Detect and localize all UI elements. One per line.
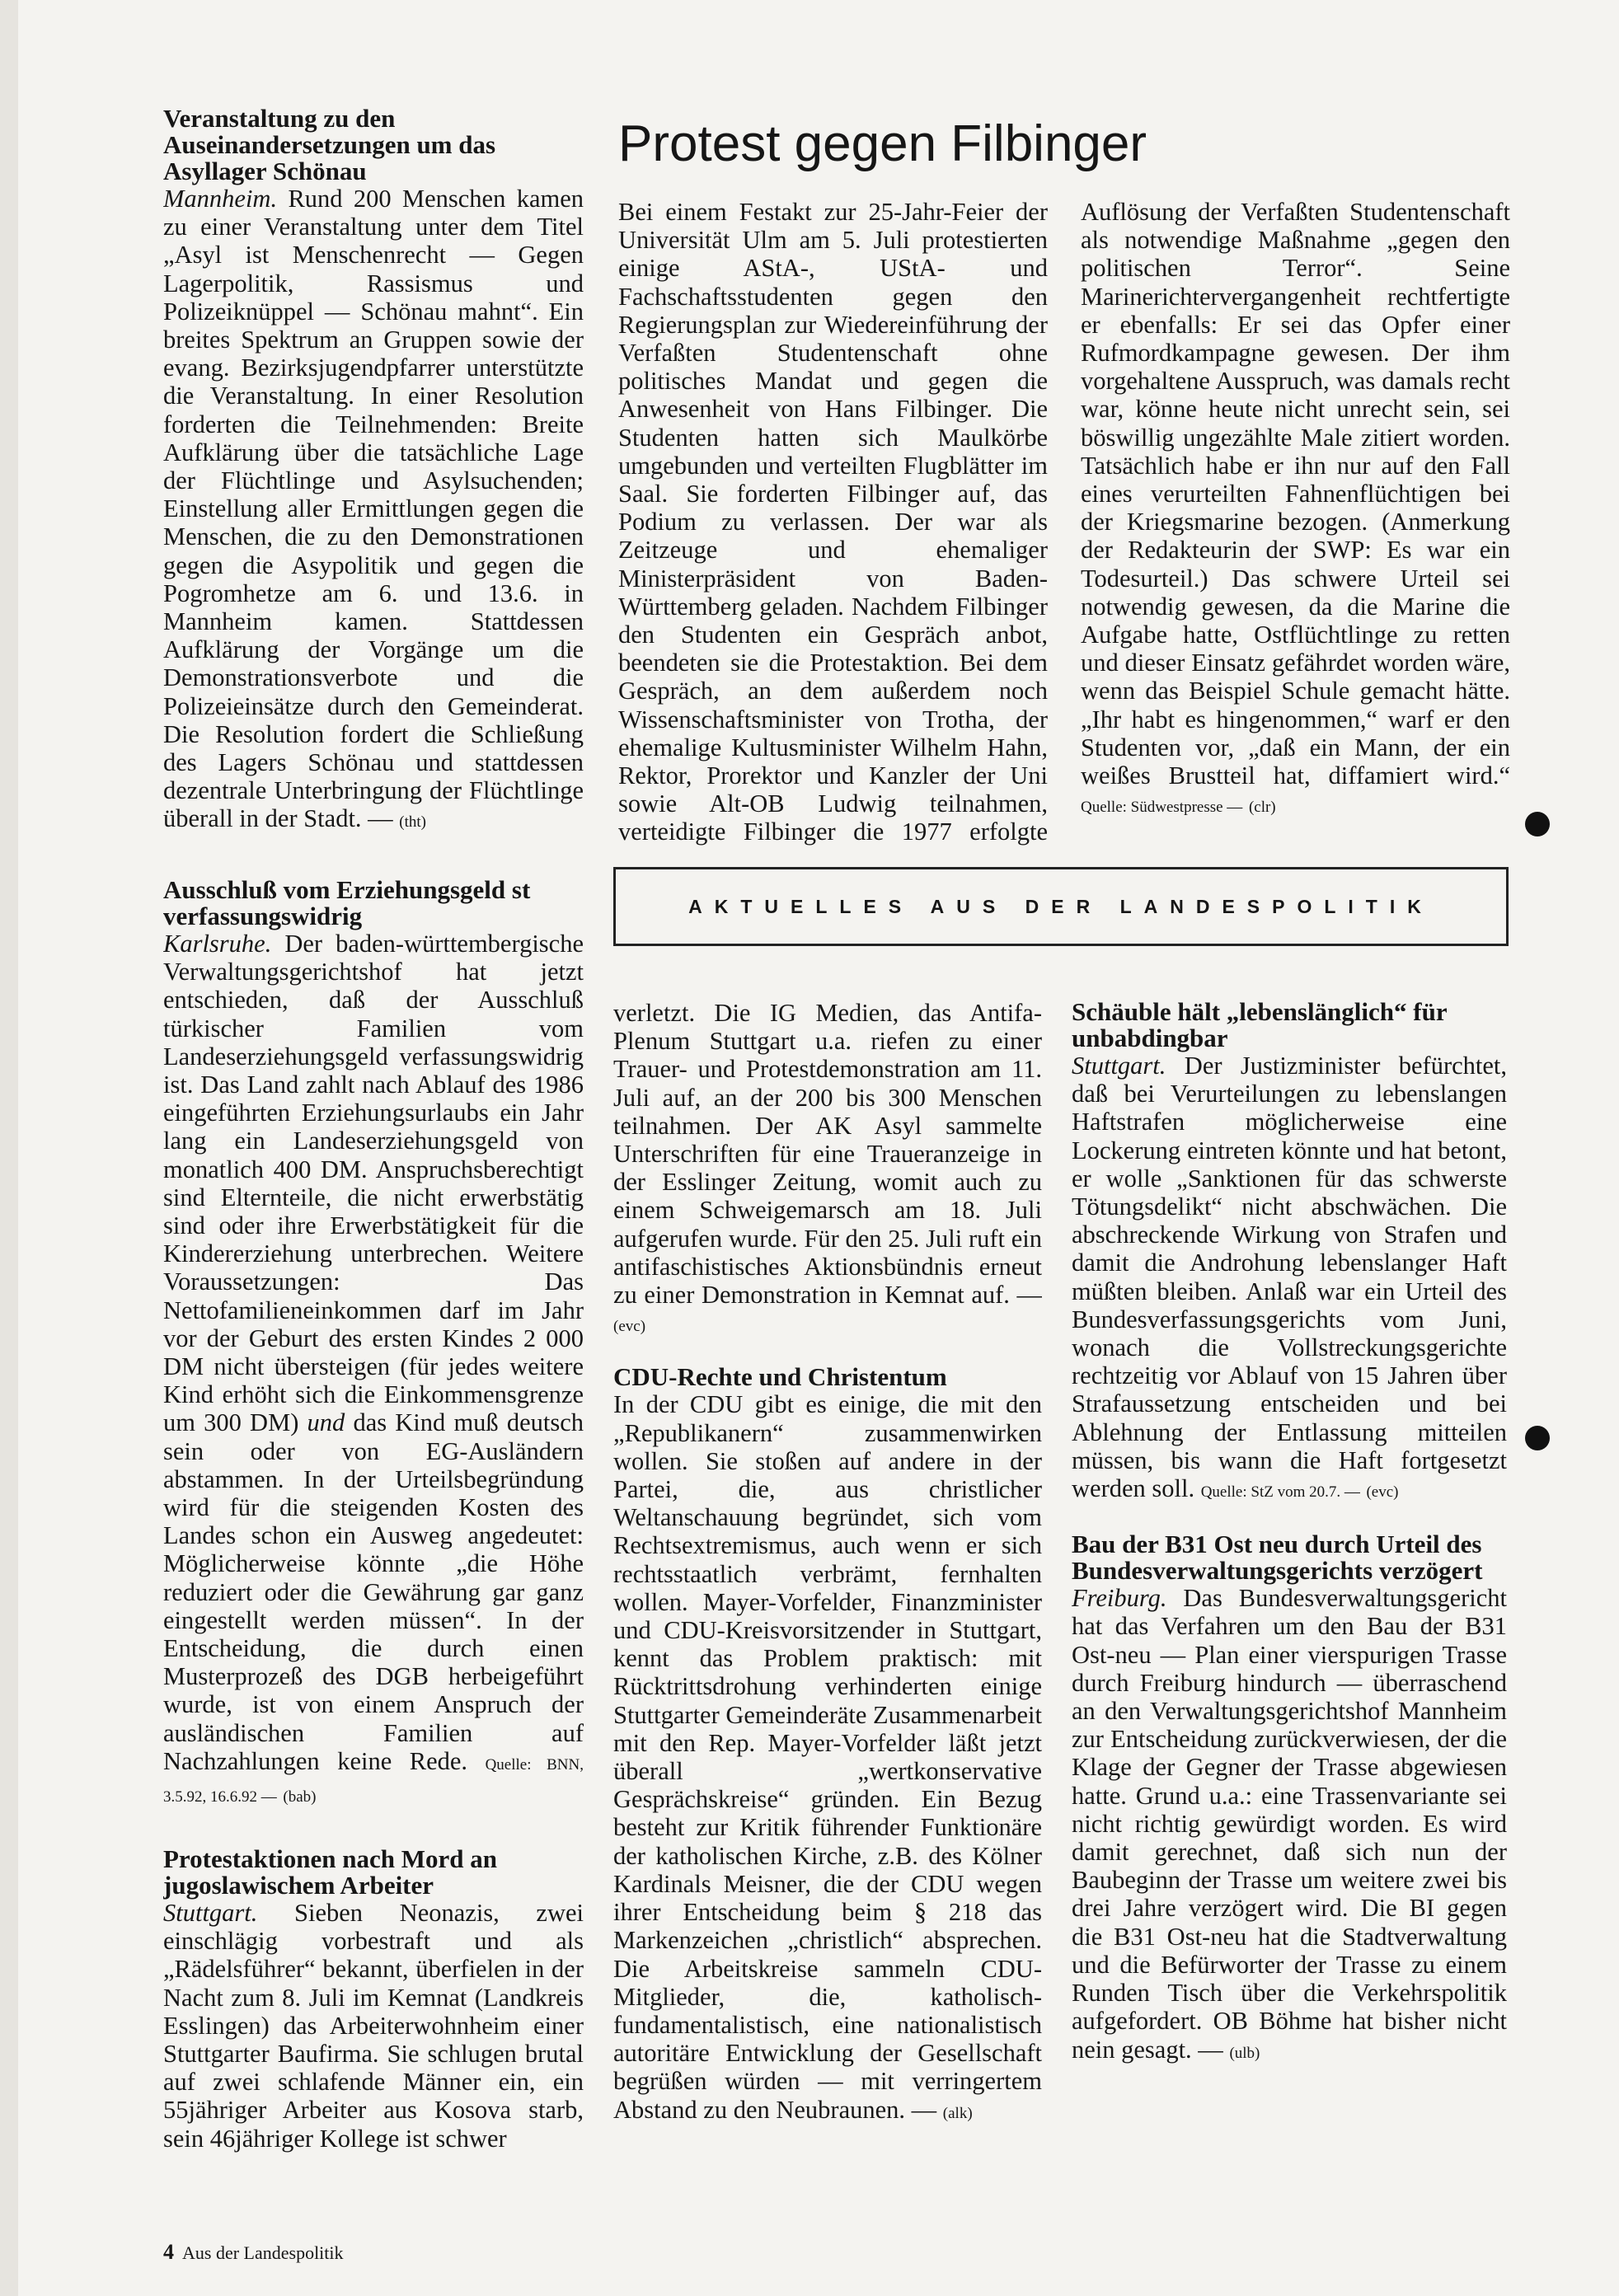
article-source: Quelle: Südwestpresse — xyxy=(1081,799,1243,817)
article-text: Rund 200 Menschen kamen zu einer Veranstaltung unter dem Titel „Asyl ist Menschenrecht — Gegen Lagerpolitik, Rassismus und Polizeiknüppel — Schönau mahnt“. Ein breites Spektrum an Gruppen sowie der evang. Bezirksjugendpfarrer unterstützte die Veranstaltung. In einer Resolution forderten die Teilnehmenden: Breite Aufklärung über die tatsächliche Lage der Flüchtlinge und Asylsuchenden; Einstellung aller Ermittlungen gegen die Menschen, die zu den Demonstrationen gegen die Asypolitik und gegen die Pogromhetze am 6. und 13.6. in Mannheim kamen. Stattdessen Aufklärung der Vorgänge um die Demonstrationsverbote und die Polizeieinsätze durch den Gemeinderat. Die Resolution fordert die Schließung des Lagers Schönau und stattdessen dezentrale Unterbringung der Flüchtlinge überall in der Stadt. — xyxy=(163,185,584,833)
article-mord-continuation xyxy=(613,999,1042,1341)
article-signature: (clr) xyxy=(1248,799,1276,817)
article-asyllager xyxy=(163,105,584,847)
article-location: Freiburg. xyxy=(1072,1584,1167,1613)
article-b31-title: Bau der B31 Ost neu durch Urteil des Bundesverwaltungsgerichts verzögert xyxy=(1072,1530,1483,1586)
article-text: Das Bundesverwaltungsgericht hat das Verfahren um den Bau der B31 Ost-neu — Plan einer vierspurigen Trasse durch Freiburg hindurch — überraschend an den Verwaltungsgerichtshof Mannheim zur Entscheidung zurückverwiesen, der die Klage der Gegner der Trasse abgewiesen hatte. Grund u.a.: eine Trassenvariante sei nicht richtig gewürdigt worden. Es wird damit gerechnet, daß sich nun der Baubeginn der Trasse um weitere zwei bis drei Jahre verzögert wird. Die BI gegen die B31 Ost-neu hat die Stadtverwaltung und die Befürworter der Trasse zu einem Runden Tisch über die Verkehrspolitik aufgefordert. OB Böhme hat bisher nicht nein gesagt. — xyxy=(1072,1584,1507,2064)
article-title: Veranstaltung zu den Auseinandersetzungen um das Asyllager Schönau xyxy=(163,105,496,185)
article-title: Protestaktionen nach Mord an jugoslawischem Arbeiter xyxy=(163,1846,498,1900)
article-body xyxy=(163,1899,584,2153)
article-location: Stuttgart. xyxy=(163,1899,258,1927)
article-schaeuble-title: Schäuble hält „lebenslänglich“ für unbabdingbar xyxy=(1072,999,1448,1052)
article-signature: (tht) xyxy=(399,813,427,832)
article-source: Quelle: StZ vom 20.7. — xyxy=(1200,1483,1360,1502)
article-filbinger xyxy=(618,198,1510,857)
headline-filbinger: Protest gegen Filbinger xyxy=(618,115,1147,172)
article-signature: (bab) xyxy=(283,1788,317,1806)
article-text: Sieben Neonazis, zwei einschlägig vorbestraft und als „Rädelsführer“ bekannt, überfielen in der Nacht zum 8. Juli im Kemnat (Landkreis Esslingen) das Arbeiterwohnheim einer Stuttgarter Baufirma. Sie schlugen brutal auf zwei schlafende Männer ein, ein 55jähriger Arbeiter aus Kosova starb, sein 46jähriger Kollege ist schwer xyxy=(163,1899,584,2153)
punch-hole-icon xyxy=(1525,812,1550,836)
article-text: Der baden-württembergische Verwaltungsgerichtshof hat jetzt entschieden, daß der Ausschluß türkischer Familien vom Landeserziehungsgeld verfassungswidrig ist. Das Land zahlt nach Ablauf des 1986 eingeführten Erziehungsurlaubs ein Jahr lang ein Landeserziehungsgeld von monatlich 400 DM. Anspruchsberechtigt sind Elternteile, die nicht erwerbstätig sind oder ihre Erwerbstätigkeit für die Kindererziehung unterbrechen. Weitere Voraussetzungen: Das Nettofamilieneinkommen darf im Jahr vor der Geburt des ersten Kindes 2 000 DM nicht übersteigen (für jedes weitere Kind erhöht sich die Einkommensgrenze um 300 DM) xyxy=(163,930,584,1437)
article-text: In der CDU gibt es einige, die mit den „Republikanern“ zusammenwirken wollen. Sie stoßen auf andere in der Partei, die, aus christlicher Weltanschauung begründet, sich vom Rechtsextremismus, auch wenn er sich rechtsstaatlich verbrämt, fernhalten wollen. Mayer-Vorfelder, Finanzminister und CDU-Kreisvorsitzender in Stuttgart, kennt das Problem praktisch: mit Rücktrittsdrohung verhinderten einige Stuttgarter Gemeinderäte Zusammenarbeit mit den Rep. Mayer-Vorfelder läßt jetzt überall „wertkonservative Gesprächskreise“ gründen. Ein Bezug besteht zur Kritik führender Funktionäre der katholischen Kirche, z.B. des Kölner Kardinals Meisner, die der CDU wegen ihrer Entscheidung beim § 218 das Markenzeichen „christlich“ absprechen. Die Arbeitskreise sammeln CDU-Mitglieder, die, katholisch-fundamentalistisch, eine nationalistisch autoritäre Entwicklung der Gesellschaft begrüßen würden — mit verringertem Abstand zu den Neubraunen. — xyxy=(613,1390,1042,2124)
article-location: Stuttgart. xyxy=(1072,1052,1166,1080)
article-body xyxy=(618,198,1510,857)
page-edge-shadow xyxy=(0,0,18,2296)
article-b31-body xyxy=(1072,1584,1507,2067)
article-schaeuble-body xyxy=(1072,1052,1507,1506)
article-text: das Kind muß deutsch sein oder von EG-Ausländern abstammen. In der Urteilsbegründung wird für die steigenden Kosten des Landes schon ein Ausweg angedeutet: Möglicherweise könnte „die Höhe reduziert oder die Gewährung gar ganz eingestellt werden müssen“. In der Entscheidung, die durch einen Musterprozeß des DGB herbeigeführt wurde, ist von einem Anspruch der ausländischen Familien auf Nachzahlungen keine Rede. xyxy=(163,1408,584,1775)
article-signature: (ulb) xyxy=(1229,2044,1260,2062)
article-title: Ausschluß vom Erziehungsgeld st verfassungswidrig xyxy=(163,877,531,930)
article-mord xyxy=(163,1846,584,2192)
page-footer xyxy=(163,2240,344,2265)
punch-hole-icon xyxy=(1525,1426,1550,1450)
article-cdu-title: CDU-Rechte und Christentum xyxy=(613,1362,947,1392)
article-source: Quelle: BNN, 3.5.92, 16.6.92 — xyxy=(163,1755,584,1806)
column-right xyxy=(1072,999,1507,2186)
page-number: 4 xyxy=(163,2240,174,2264)
article-signature: (alk) xyxy=(942,2104,973,2122)
column-middle xyxy=(613,999,1042,2186)
footer-section: Aus der Landespolitik xyxy=(182,2242,344,2263)
article-text: verletzt. Die IG Medien, das Antifa-Plenum Stuttgart u.a. riefen zu einer Trauer- und Protestdemonstration am 11. Juli auf, an der 200 bis 300 Menschen teilnahmen. Der AK Asyl sammelte Unterschriften für eine Traueranzeige in der Esslinger Zeitung, womit auch zu einem Schweigemarsch am 18. Juli aufgerufen wurde. Für den 25. Juli ruft ein antifaschistisches Aktionsbündnis erneut zu einer Demonstration in Kemnat auf. — xyxy=(613,999,1042,1310)
article-signature: (evc) xyxy=(613,1318,646,1336)
article-emphasis: und xyxy=(307,1408,345,1437)
article-cdu-body xyxy=(613,1390,1042,2127)
article-location: Mannheim. xyxy=(163,185,278,213)
section-banner xyxy=(613,867,1509,946)
article-body xyxy=(163,930,584,1811)
article-erziehungsgeld xyxy=(163,877,584,1833)
article-text: Der Justizminister befürchtet, daß bei Verurteilungen zu lebenslangen Haftstrafen möglicherweise eine Lockerung eintreten könnte und hat betont, er wolle „Sanktionen für das schwerste Tötungsdelikt“ nicht abschwächen. Die abschreckende Wirkung von Strafen und damit die Androhung lebenslanger Haft müßten bleiben. Anlaß war ein Urteil des Bundesverfassungsgerichts vom Juni, wonach die Vollstreckungsgerichte rechtzeitig vor Ablauf von 15 Jahren über Strafaussetzung entscheiden und bei Ablehnung der Entlassung mitteilen müssen, bis wann die Haft fortgesetzt werden soll. xyxy=(1072,1052,1507,1503)
article-body xyxy=(163,185,584,837)
article-location: Karlsruhe. xyxy=(163,930,272,958)
article-text: Bei einem Festakt zur 25-Jahr-Feier der Universität Ulm am 5. Juli protestierten einige AStA-, UStA- und Fachschaftsstudenten gegen den Regierungsplan zur Wiedereinführung der Verfaßten Studentenschaft ohne politisches Mandat und gegen die Anwesenheit von Hans Filbinger. Die Studenten hatten sich Maulkörbe umgebunden und verteilten Flugblätter im Saal. Sie forderten Filbinger auf, das Podium zu verlassen. Der war als Zeitzeuge und ehemaliger Ministerpräsident von Baden-Württemberg geladen. Nachdem Filbinger den Studenten ein Gespräch anbot, beendeten sie die Protestaktion. Bei dem Gespräch, an dem außerdem noch Wissenschaftsminister von Trotha, der ehemalige Kultusminister Wilhelm Hahn, Rektor, Prorektor und Kanzler der Uni sowie Alt-OB Ludwig teilnahmen, verteidigte Filbinger die 1977 erfolgte Auflösung der Verfaßten Studentenschaft als notwendige Maßnahme „gegen den politischen Terror“. Seine Marinerichtervergangenheit rechtfertigte er ebenfalls: Er sei das Opfer einer Rufmordkampagne gewesen. Der ihm vorgehaltene Ausspruch, was damals recht war, könne heute nicht unrecht sein, sei böswillig ungezählte Male zitiert worden. Tatsächlich habe er ihn nur auf den Fall eines verurteilten Fahnenflüchtigen bei der Kriegsmarine bezogen. (Anmerkung der Redakteurin der SWP: Es war ein Todesurteil.) Das schwere Urteil sei notwendig gewesen, da die Marine die Aufgabe hatte, Ostflüchtlinge zu retten und dieser Einsatz gefährdet worden wäre, wenn das Beispiel Schule gemacht hätte. „Ihr habt es hingenommen,“ warf er den Studenten vor, „daß ein Mann, der ein weißes Brustteil hat, diffamiert wird.“ xyxy=(618,198,1510,846)
article-signature: (evc) xyxy=(1366,1483,1399,1502)
banner-text: AKTUELLES AUS DER LANDESPOLITIK xyxy=(688,895,1434,917)
